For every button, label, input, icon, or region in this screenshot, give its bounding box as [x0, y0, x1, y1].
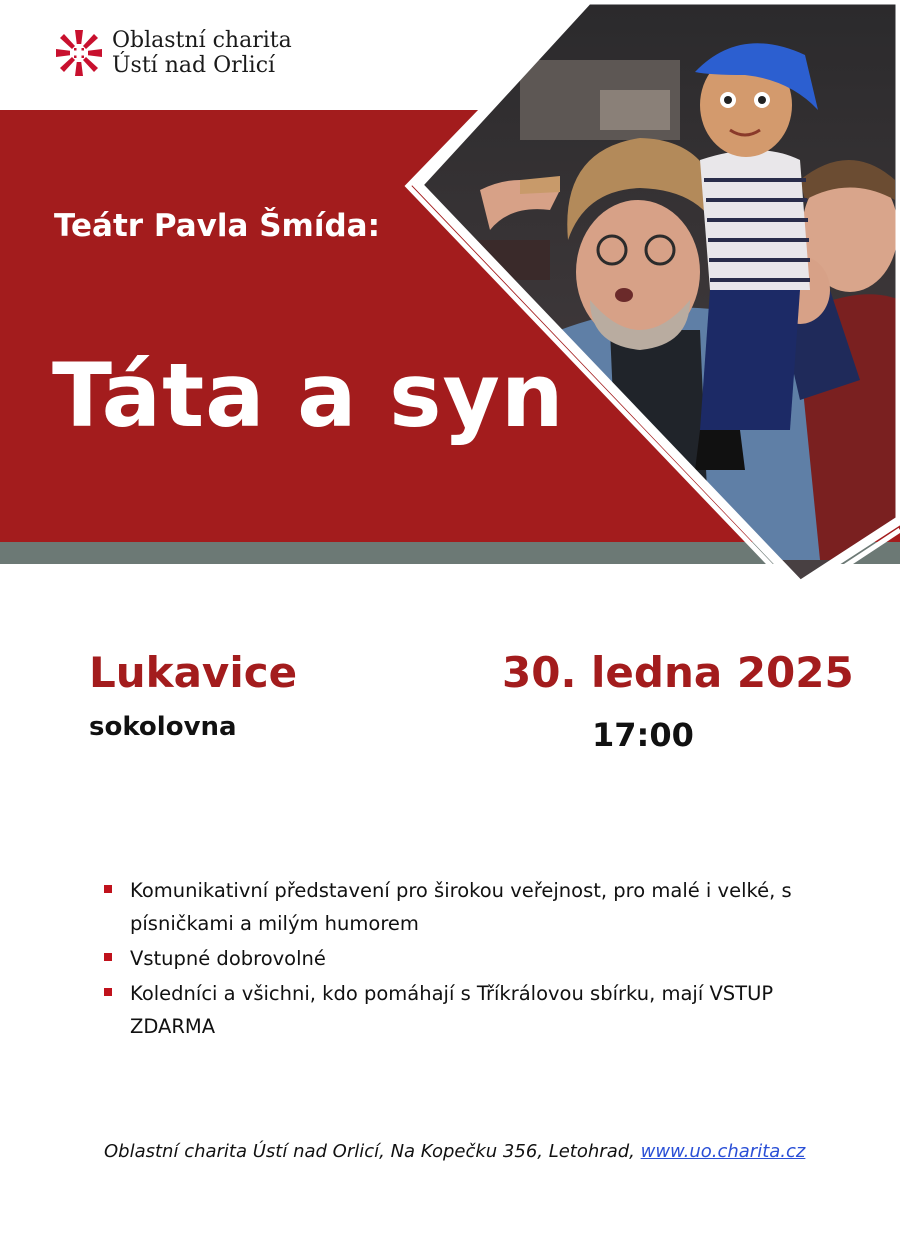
website-link[interactable]: www.uo.charita.cz — [640, 1141, 806, 1162]
info-list — [104, 874, 824, 1045]
event-time: 17:00 — [592, 716, 694, 754]
show-title: Táta a syn — [52, 344, 565, 447]
list-item-text: Komunikativní představení pro širokou veřejnost, pro malé i velké, s písničkami a milým humorem — [130, 879, 792, 935]
bullet-square-icon — [104, 988, 112, 996]
list-item — [104, 874, 824, 940]
event-date: 30. ledna 2025 — [502, 648, 854, 697]
footer-address: Oblastní charita Ústí nad Orlicí, Na Kopečku 356, Letohrad, — [104, 1141, 641, 1162]
footer — [104, 1141, 805, 1162]
event-venue: sokolovna — [89, 712, 237, 742]
event-place: Lukavice — [89, 648, 298, 697]
performer-name: Teátr Pavla Šmída: — [54, 208, 380, 244]
list-item-text: Vstupné dobrovolné — [130, 947, 326, 970]
bullet-square-icon — [104, 953, 112, 961]
list-item-text: Koledníci a všichni, kdo pomáhají s Tříkrálovou sbírku, mají VSTUP ZDARMA — [130, 982, 774, 1038]
header-photo — [0, 0, 900, 600]
logo-line-2: Ústí nad Orlicí — [112, 53, 276, 78]
puppeteer-photo — [400, 0, 900, 600]
logo-line-1: Oblastní charita — [112, 28, 292, 53]
list-item — [104, 942, 824, 975]
bullet-square-icon — [104, 885, 112, 893]
list-item — [104, 977, 824, 1043]
